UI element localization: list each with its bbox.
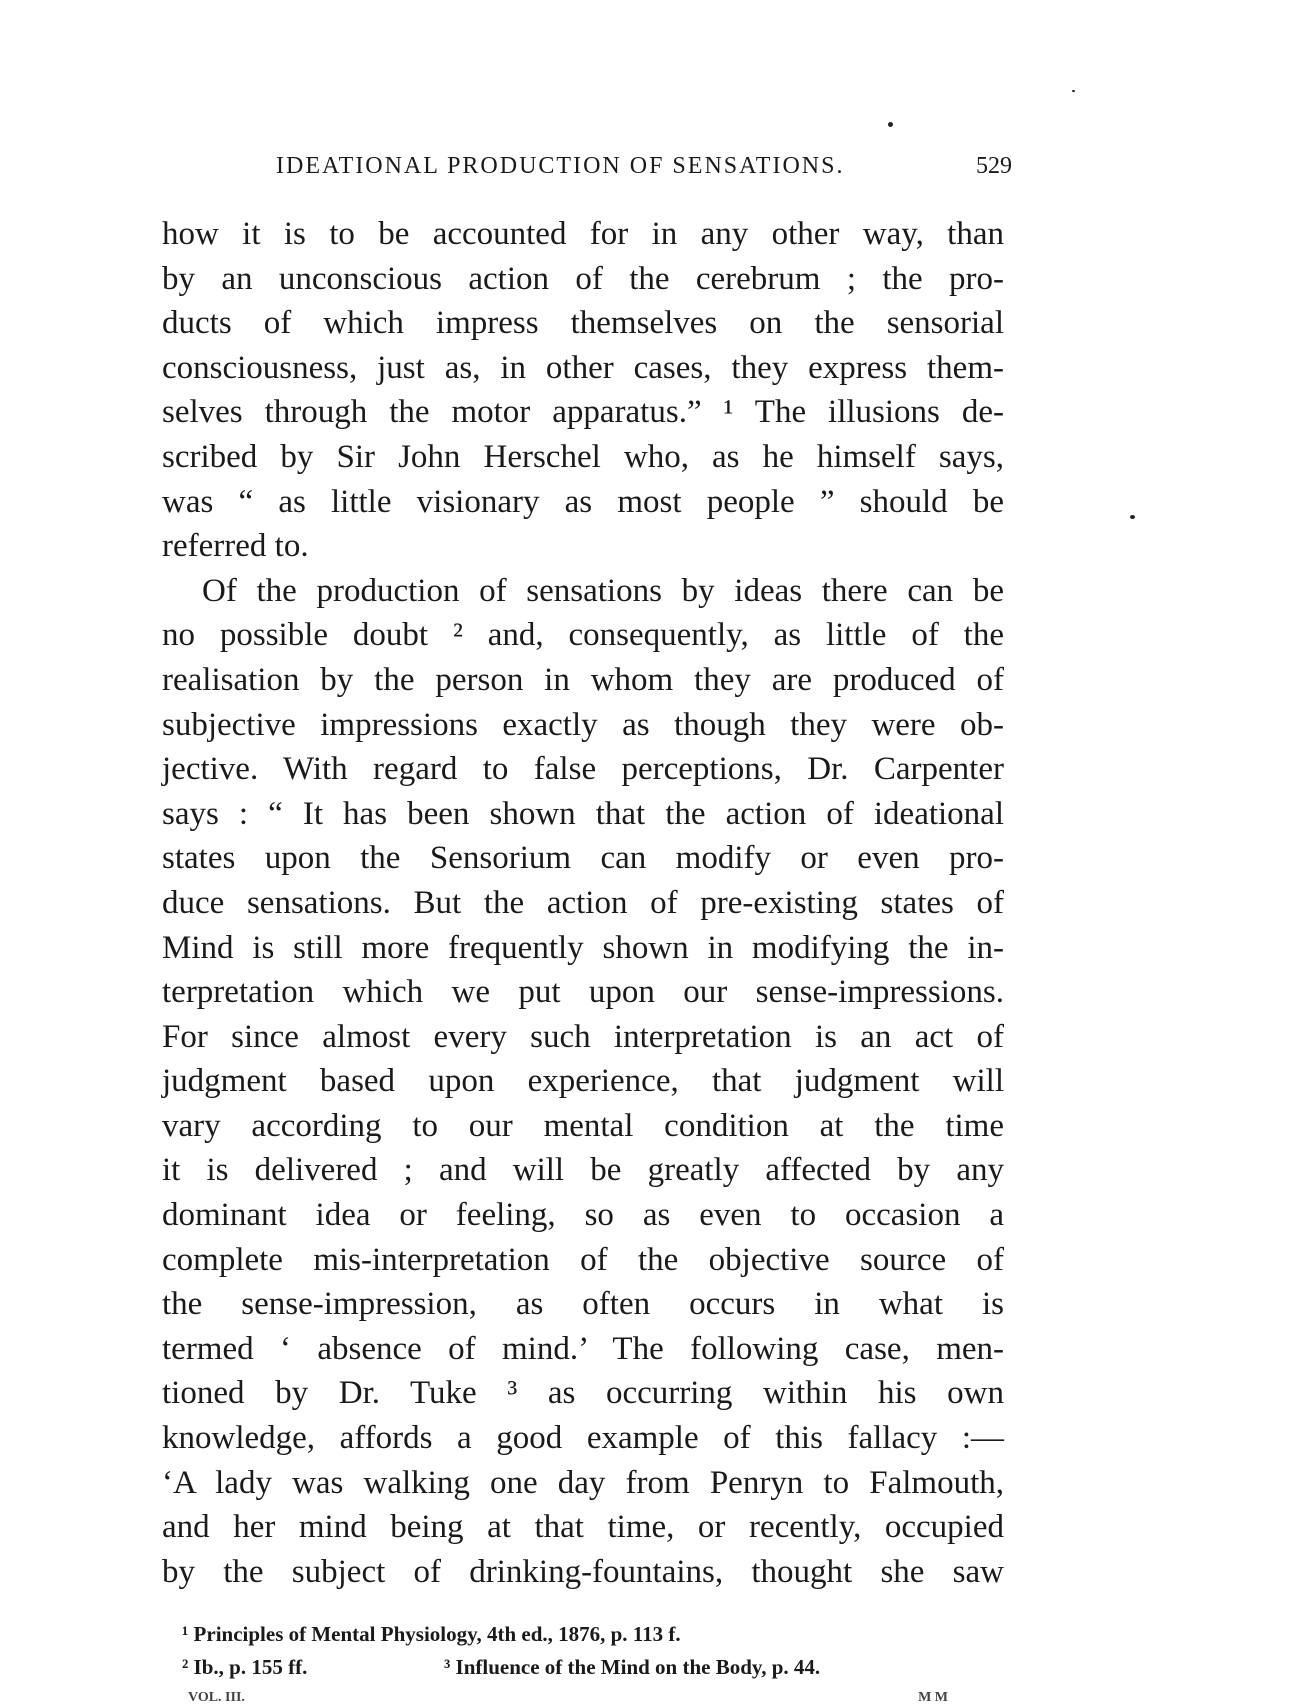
footnote: ¹ Principles of Mental Physiology, 4th ed., 1876, p. 113 f. (182, 1622, 681, 1646)
page-number: 529 (976, 153, 1012, 179)
text-line: termed ‘ absence of mind.’ The following case, men- (162, 1330, 1004, 1367)
text-line: Of the production of sensations by ideas there can be (202, 572, 1004, 609)
text-line: ducts of which impress themselves on the sensorial (162, 305, 1004, 342)
text-line: knowledge, affords a good example of this fallacy :— (162, 1420, 1004, 1457)
text-line: For since almost every such interpretation is an act of (162, 1018, 1004, 1055)
body-text (162, 212, 1004, 1594)
running-head: IDEATIONAL PRODUCTION OF SENSATIONS. (276, 153, 845, 179)
text-line: consciousness, just as, in other cases, they express them- (162, 349, 1004, 386)
text-line: realisation by the person in whom they are produced of (162, 661, 1004, 698)
text-line: by the subject of drinking-fountains, thought she saw (162, 1553, 1004, 1590)
text-line: dominant idea or feeling, so as even to occasion a (162, 1197, 1004, 1234)
page-header (276, 153, 1012, 189)
text-line: no possible doubt ² and, consequently, as little of the (162, 617, 1004, 654)
scan-speck (888, 122, 893, 127)
text-line: by an unconscious action of the cerebrum ; the pro- (162, 260, 1004, 297)
text-line: selves through the motor apparatus.” ¹ The illusions de- (162, 394, 1004, 431)
footnote-row (182, 1651, 982, 1684)
scan-speck (1072, 90, 1075, 92)
footnote: ² Ib., p. 155 ff. (182, 1655, 308, 1679)
scan-speck (1130, 515, 1135, 519)
text-line: vary according to our mental condition at the time (162, 1107, 1004, 1144)
text-line: and her mind being at that time, or recently, occupied (162, 1509, 1004, 1546)
text-line: subjective impressions exactly as though they were ob- (162, 706, 1004, 743)
text-line: terpretation which we put upon our sense-impressions. (162, 974, 1004, 1011)
text-line: jective. With regard to false perceptions, Dr. Carpenter (162, 751, 1004, 788)
text-line: how it is to be accounted for in any other way, than (162, 216, 1004, 252)
footnote-row (182, 1618, 982, 1651)
text-line: Mind is still more frequently shown in modifying the in- (162, 929, 1004, 966)
text-line: scribed by Sir John Herschel who, as he himself says, (162, 438, 1004, 475)
text-line: tioned by Dr. Tuke ³ as occurring within his own (162, 1375, 1004, 1412)
text-line: states upon the Sensorium can modify or even pro- (162, 840, 1004, 877)
text-line: judgment based upon experience, that judgment will (162, 1063, 1004, 1100)
text-line: ‘A lady was walking one day from Penryn to Falmouth, (162, 1464, 1004, 1501)
text-line: the sense-impression, as often occurs in what is (162, 1286, 1004, 1323)
footnote: ³ Influence of the Mind on the Body, p. 44. (444, 1655, 821, 1679)
text-line: duce sensations. But the action of pre-existing states of (162, 884, 1004, 921)
signature-mark: M M (918, 1690, 948, 1705)
text-line: it is delivered ; and will be greatly affected by any (162, 1152, 1004, 1189)
text-line: referred to. (162, 528, 309, 565)
volume-mark: VOL. III. (188, 1690, 245, 1705)
text-line: says : “ It has been shown that the action of ideational (162, 795, 1004, 832)
text-line: was “ as little visionary as most people ” should be (162, 483, 1004, 520)
footnotes (182, 1618, 982, 1684)
text-line: complete mis-interpretation of the objective source of (162, 1241, 1004, 1278)
